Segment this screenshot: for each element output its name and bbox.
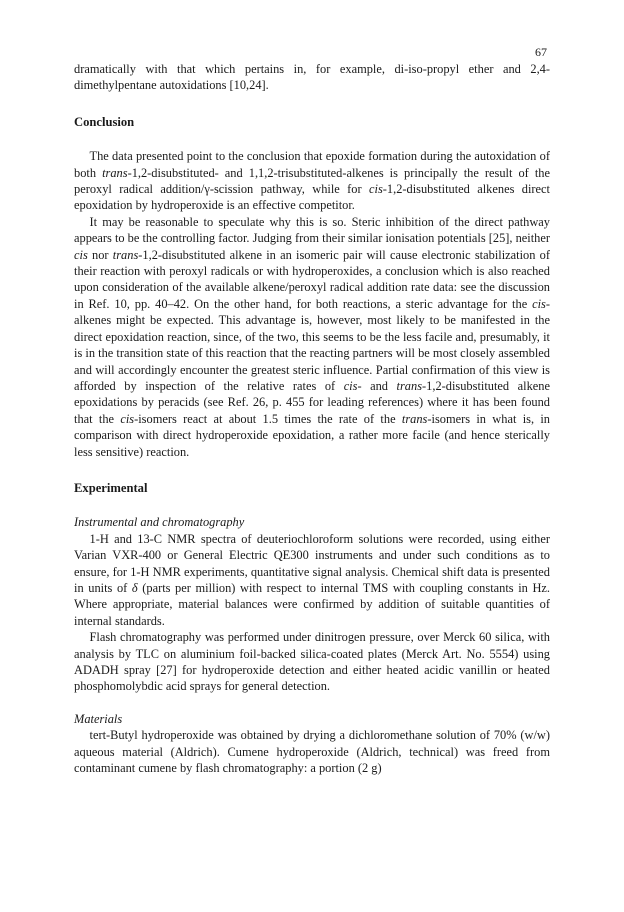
- conclusion-heading: Conclusion: [74, 114, 135, 129]
- instrumental-paragraph-1: 1-H and 13-C NMR spectra of deuteriochloroform solutions were recorded, using either Varian VXR-400 or General Electric QE300 instruments and under such conditions as to ensure, for 1-H NMR experiments, quantitative signal analysis. Chemical shift data is presented in units of δ (parts per million) with respect to internal TMS with coupling constants in Hz. Where appropriate, material balances were confirmed by addition of suitable quantities of internal standards.: [74, 531, 550, 628]
- page-number: 67: [535, 45, 547, 59]
- intro-paragraph: dramatically with that which pertains in, for example, di-iso-propyl ether and 2,4-dimethylpentane autoxidations [10,24].: [74, 62, 550, 93]
- conclusion-paragraph-2: It may be reasonable to speculate why this is so. Steric inhibition of the direct pathway appears to be the controlling factor. Judging from their similar ionisation potentials [25], neither cis nor trans-1,2-disubstituted alkene in an isomeric pair will cause electronic stabilization of their reaction with peroxyl radicals or with hydroperoxides, a conclusion which is also reached upon consideration of the available alkene/peroxyl radical addition rate data: see the discussion in Ref. 10, pp. 40–42. On the other hand, for both reactions, a steric advantage for the cis-alkenes might be expected. This advantage is, however, most likely to be manifested in the direct epoxidation reaction, since, of the two, this seems to be the less facile and, presumably, it is in the transition state of this reaction that the reacting partners will be most closely assembled and will accordingly encounter the greatest steric influence. Partial confirmation of this view is afforded by inspection of the relative rates of cis- and trans-1,2-disubstituted alkene epoxidations by peracids (see Ref. 26, p. 455 for leading references) where it has been found that the cis-isomers react at about 1.5 times the rate of the trans-isomers in what is, in comparison with direct hydroperoxide epoxidation, a rather more facile (and hence sterically less sensitive) reaction.: [74, 214, 550, 459]
- materials-subheading: Materials: [74, 711, 123, 726]
- page-body: [74, 61, 550, 776]
- materials-paragraph-1: tert-Butyl hydroperoxide was obtained by drying a dichloromethane solution of 70% (w/w) aqueous material (Aldrich). Cumene hydroperoxide (Aldrich, technical) was freed from contaminant cumene by flash chromatography: a portion (2 g): [74, 728, 550, 776]
- conclusion-paragraph-1: The data presented point to the conclusion that epoxide formation during the autoxidation of both trans-1,2-disubstituted- and 1,1,2-trisubstituted-alkenes is principally the result of the peroxyl radical addition/γ-scission pathway, while for cis-1,2-disubstituted alkenes direct epoxidation by hydroperoxide is an effective competitor.: [74, 149, 550, 213]
- instrumental-paragraph-2: Flash chromatography was performed under dinitrogen pressure, over Merck 60 silica, with analysis by TLC on aluminium foil-backed silica-coated plates (Merck Art. No. 5554) using ADADH spray [27] for hydroperoxide detection and either heated acidic vanillin or heated phosphomolybdic acid sprays for general detection.: [74, 630, 550, 694]
- experimental-heading: Experimental: [74, 480, 148, 495]
- instrumental-subheading: Instrumental and chromatography: [74, 515, 245, 530]
